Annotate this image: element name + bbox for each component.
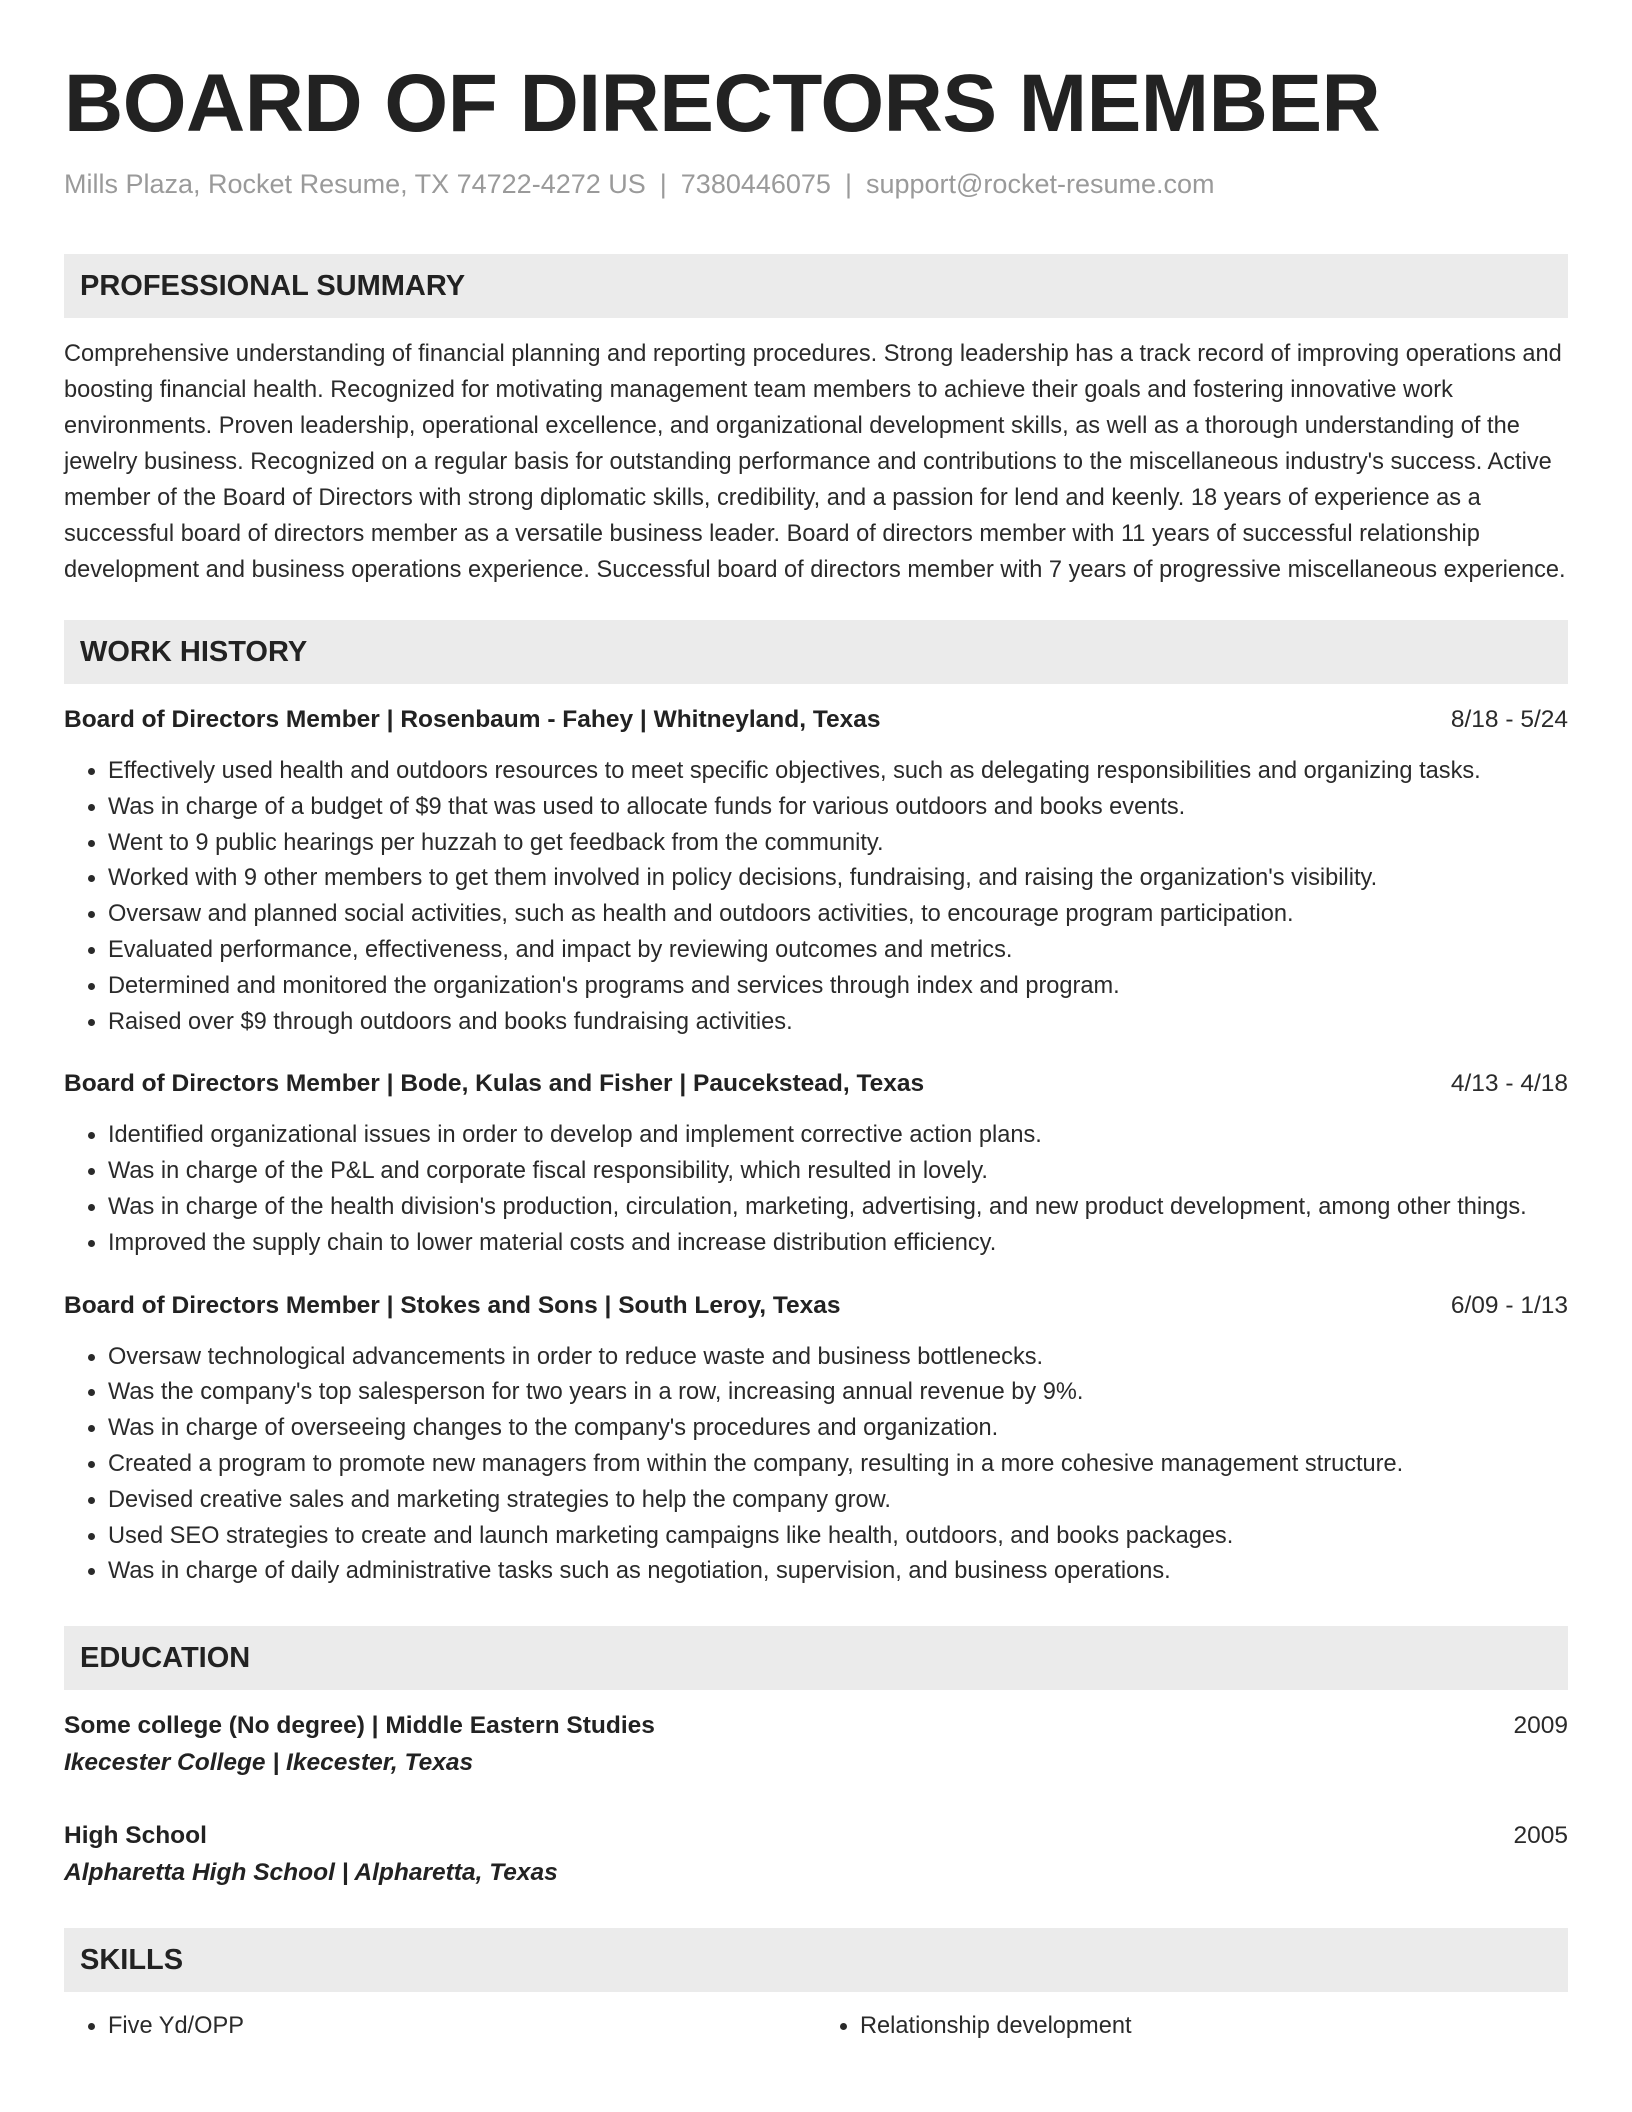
job-dates: 4/13 - 4/18	[1450, 1070, 1568, 1098]
job-bullet: • Effectively used health and outdoors resources to meet specific objectives, such as delegating responsibilities and organizing tasks.	[108, 754, 1568, 790]
education-header	[64, 1818, 1568, 1854]
job-bullet: • Was the company's top salesperson for two years in a row, increasing annual revenue by 9%.	[108, 1375, 1568, 1411]
contact-line	[64, 166, 1568, 202]
skill-item: • Five Yd/OPP	[108, 2008, 816, 2044]
education-degree: Some college (No degree) | Middle Eastern Studies	[64, 1712, 655, 1740]
job-bullets	[64, 754, 1568, 1040]
job-dates: 6/09 - 1/13	[1450, 1291, 1568, 1319]
education-year: 2009	[1513, 1712, 1568, 1740]
contact-separator: |	[659, 169, 667, 199]
education-header	[64, 1708, 1568, 1744]
job-entry	[64, 1288, 1568, 1591]
job-title: Board of Directors Member | Stokes and Sons | South Leroy, Texas	[64, 1291, 841, 1319]
job-bullet: • Evaluated performance, effectiveness, and impact by reviewing outcomes and metrics.	[108, 933, 1568, 969]
skill-item: • Relationship development	[860, 2008, 1568, 2044]
job-bullet: • Was in charge of the P&L and corporate fiscal responsibility, which resulted in lovely.	[108, 1154, 1568, 1190]
job-title: Board of Directors Member | Rosenbaum - Fahey | Whitneyland, Texas	[64, 706, 881, 733]
section-heading-summary: PROFESSIONAL SUMMARY	[64, 254, 1568, 318]
job-bullet: • Used SEO strategies to create and launch marketing campaigns like health, outdoors, and books packages.	[108, 1519, 1568, 1555]
summary-text: Comprehensive understanding of financial planning and reporting procedures. Strong leadership has a track record of improving operations and boosting financial health. Recognized for motivating management team members to achieve their goals and fostering innovative work environments. Proven leadership, operational excellence, and organizational development skills, as well as a thorough understanding of the jewelry business. Recognized on a regular basis for outstanding performance and contributions to the miscellaneous industry's success. Active member of the Board of Directors with strong diplomatic skills, credibility, and a passion for lend and keenly. 18 years of experience as a successful board of directors member as a versatile business leader. Board of directors member with 11 years of successful relationship development and business operations experience. Successful board of directors member with 7 years of progressive miscellaneous experience.	[64, 341, 1566, 583]
job-entry	[64, 702, 1568, 1040]
job-bullet: • Went to 9 public hearings per huzzah to get feedback from the community.	[108, 826, 1568, 862]
contact-email: support@rocket-resume.com	[865, 169, 1215, 199]
job-bullet: • Created a program to promote new managers from within the company, resulting in a more cohesive management structure.	[108, 1447, 1568, 1483]
section-heading-work: WORK HISTORY	[64, 620, 1568, 684]
job-bullet: • Was in charge of daily administrative tasks such as negotiation, supervision, and business operations.	[108, 1554, 1568, 1590]
job-bullet: • Oversaw technological advancements in order to reduce waste and business bottlenecks.	[108, 1340, 1568, 1376]
section-heading-skills: SKILLS	[64, 1928, 1568, 1992]
education-entry	[64, 1818, 1568, 1892]
contact-address: Mills Plaza, Rocket Resume, TX 74722-4272 US	[64, 169, 646, 199]
job-entry	[64, 1066, 1568, 1261]
job-dates: 8/18 - 5/24	[1450, 706, 1568, 733]
skills-column-right	[816, 2008, 1568, 2044]
job-bullet: • Was in charge of a budget of $9 that was used to allocate funds for various outdoors and books events.	[108, 790, 1568, 826]
job-bullet: • Was in charge of the health division's production, circulation, marketing, advertising, and new product development, among other things.	[108, 1190, 1568, 1226]
job-bullet: • Improved the supply chain to lower material costs and increase distribution efficiency.	[108, 1226, 1568, 1262]
education-entry	[64, 1708, 1568, 1782]
candidate-title: BOARD OF DIRECTORS MEMBER	[64, 58, 1381, 149]
job-bullet: • Oversaw and planned social activities, such as health and outdoors activities, to encourage program participation.	[108, 897, 1568, 933]
job-bullets	[64, 1340, 1568, 1591]
job-title: Board of Directors Member | Bode, Kulas and Fisher | Paucekstead, Texas	[64, 1070, 925, 1098]
education-year: 2005	[1513, 1822, 1568, 1850]
contact-separator: |	[844, 169, 852, 199]
education-degree: High School	[64, 1822, 207, 1850]
job-bullet: • Raised over $9 through outdoors and books fundraising activities.	[108, 1005, 1568, 1041]
skills-column-left	[64, 2008, 816, 2044]
job-bullets	[64, 1118, 1568, 1261]
job-header	[64, 702, 1568, 738]
job-bullet: • Devised creative sales and marketing strategies to help the company grow.	[108, 1483, 1568, 1519]
section-heading-education: EDUCATION	[64, 1626, 1568, 1690]
contact-phone: 7380446075	[680, 169, 831, 199]
job-bullet: • Was in charge of overseeing changes to the company's procedures and organization.	[108, 1411, 1568, 1447]
job-bullet: • Identified organizational issues in order to develop and implement corrective action plans.	[108, 1118, 1568, 1154]
education-school: Alpharetta High School | Alpharetta, Texas	[64, 1859, 558, 1887]
job-header	[64, 1288, 1568, 1324]
job-bullet: • Determined and monitored the organization's programs and services through index and program.	[108, 969, 1568, 1005]
resume-content	[64, 54, 1568, 2044]
education-school: Ikecester College | Ikecester, Texas	[64, 1749, 474, 1777]
job-bullet: • Worked with 9 other members to get them involved in policy decisions, fundraising, and raising the organization's visibility.	[108, 861, 1568, 897]
skills-list	[64, 2008, 1568, 2044]
job-header	[64, 1066, 1568, 1102]
